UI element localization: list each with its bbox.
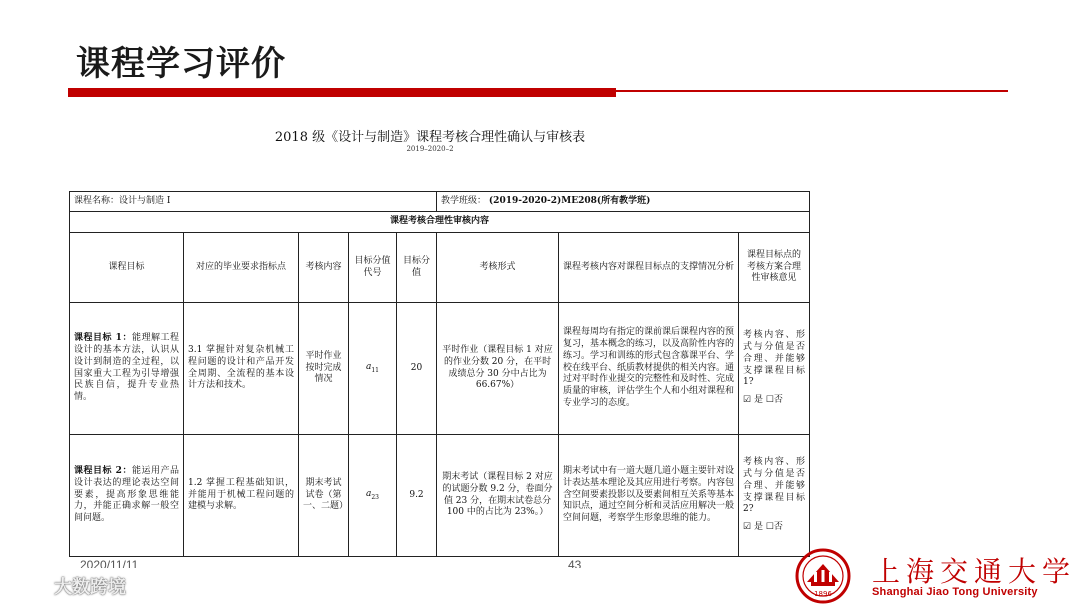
document-subtitle: 2019–2020–2	[406, 145, 454, 153]
objective-text: 能运用产品设计表达的理论表达空间要素，提高形象思维能力，并能正确求解一般空间问题。	[74, 465, 179, 524]
approval-checkbox: ☑ 是 ☐否	[743, 395, 783, 406]
class-cell	[437, 192, 810, 212]
table-header-row	[70, 233, 810, 303]
content-cell: 期末考试试卷（第一、二题）	[299, 435, 349, 557]
title-underline-thin	[616, 90, 1008, 92]
requirement-cell: 3.1 掌握针对复杂机械工程问题的设计和产品开发全周期、全流程的基本设计方法和技术。	[184, 303, 299, 435]
column-header: 目标分值代号	[349, 233, 397, 303]
table-section-row	[70, 212, 810, 233]
column-header: 课程目标	[70, 233, 184, 303]
code-cell	[349, 303, 397, 435]
objective-text: 能理解工程设计的基本方法，认识从设计到制造的全过程，以国家重大工程为引导增强民族自信，提升专业热情。	[74, 332, 179, 403]
code-symbol	[366, 362, 379, 372]
objective-lead: 课程目标 2：	[74, 465, 132, 476]
opinion-cell	[739, 303, 810, 435]
analysis-cell: 期末考试中有一道大题几道小题主要针对设计表达基本理论及其应用进行考察。内容包含空间要素投影以及要素间相互关系等基本知识点，通过空间分析和灵活应用解决一般空间问题，考察学生形象思维的能力。	[559, 435, 739, 557]
score-cell: 9.2	[397, 435, 437, 557]
opinion-text: 考核内容、形式与分值是否合理、并能够支撑课程目标 2?	[743, 456, 806, 515]
university-logo	[776, 546, 1076, 604]
form-cell: 期末考试（课程目标 2 对应的试题分数 9.2 分，卷面分值 23 分，在期末试卷总分 100 中的占比为 23%。）	[437, 435, 559, 557]
chat-bubble-icon	[10, 575, 50, 597]
course-name-cell: 课程名称：设计与制造 I	[70, 192, 437, 212]
class-value: (2019-2020-2)ME208(所有教学班)	[488, 195, 651, 206]
slide-title: 课程学习评价	[76, 44, 286, 84]
university-name-en: Shanghai Jiao Tong University	[872, 586, 1038, 598]
footer-page-number: 43	[568, 558, 582, 568]
code-base: a	[365, 362, 372, 373]
column-header: 对应的毕业要求指标点	[184, 233, 299, 303]
objective-lead: 课程目标 1：	[74, 332, 132, 343]
column-header: 课程考核内容对课程目标点的支撑情况分析	[559, 233, 739, 303]
university-name-cn: 上海交通大学	[872, 555, 1077, 588]
code-symbol	[366, 489, 379, 499]
score-cell: 20	[397, 303, 437, 435]
section-header: 课程考核合理性审核内容	[70, 212, 810, 233]
title-underline-thick	[68, 88, 616, 97]
table-row	[70, 303, 810, 435]
objective-cell	[70, 303, 184, 435]
table-row	[70, 435, 810, 557]
opinion-text: 考核内容、形式与分值是否合理、并能够支撑课程目标 1?	[743, 329, 806, 388]
analysis-cell: 课程每周均有指定的课前课后课程内容的预复习，基本概念的练习，以及高阶性内容的练习。学习和训练的形式包含慕课平台、学校在线平台、纸质教材提供的相关内容。通过对平时作业提交的完整性和及时性、完成质量的审核，评估学生个人和小组对课程和专业学习的态度。	[559, 303, 739, 435]
form-cell: 平时作业（课程目标 1 对应的作业分数 20 分，在平时成绩总分 30 分中占比为 66.67%）	[437, 303, 559, 435]
document-title: 2018 级《设计与制造》课程考核合理性确认与审核表	[274, 130, 586, 145]
content-cell: 平时作业按时完成情况	[299, 303, 349, 435]
objective-cell	[70, 435, 184, 557]
watermark	[10, 573, 126, 599]
university-seal-icon	[784, 548, 862, 607]
opinion-cell	[739, 435, 810, 557]
seal-year: 1896	[814, 590, 832, 598]
code-cell	[349, 435, 397, 557]
code-base: a	[365, 489, 372, 500]
table-info-row	[70, 192, 810, 212]
watermark-text: 大数跨境	[54, 577, 126, 598]
class-label: 教学班级：	[441, 195, 487, 206]
code-sub: 23	[371, 493, 379, 501]
approval-checkbox: ☑ 是 ☐否	[743, 522, 783, 533]
column-header: 目标分值	[397, 233, 437, 303]
requirement-cell: 1.2 掌握工程基础知识，并能用于机械工程问题的建模与求解。	[184, 435, 299, 557]
column-header: 考核形式	[437, 233, 559, 303]
footer-date: 2020/11/11	[80, 558, 139, 568]
code-sub: 11	[371, 366, 379, 374]
review-table	[69, 191, 810, 557]
column-header: 考核内容	[299, 233, 349, 303]
column-header: 课程目标点的考核方案合理性审核意见	[739, 233, 810, 303]
